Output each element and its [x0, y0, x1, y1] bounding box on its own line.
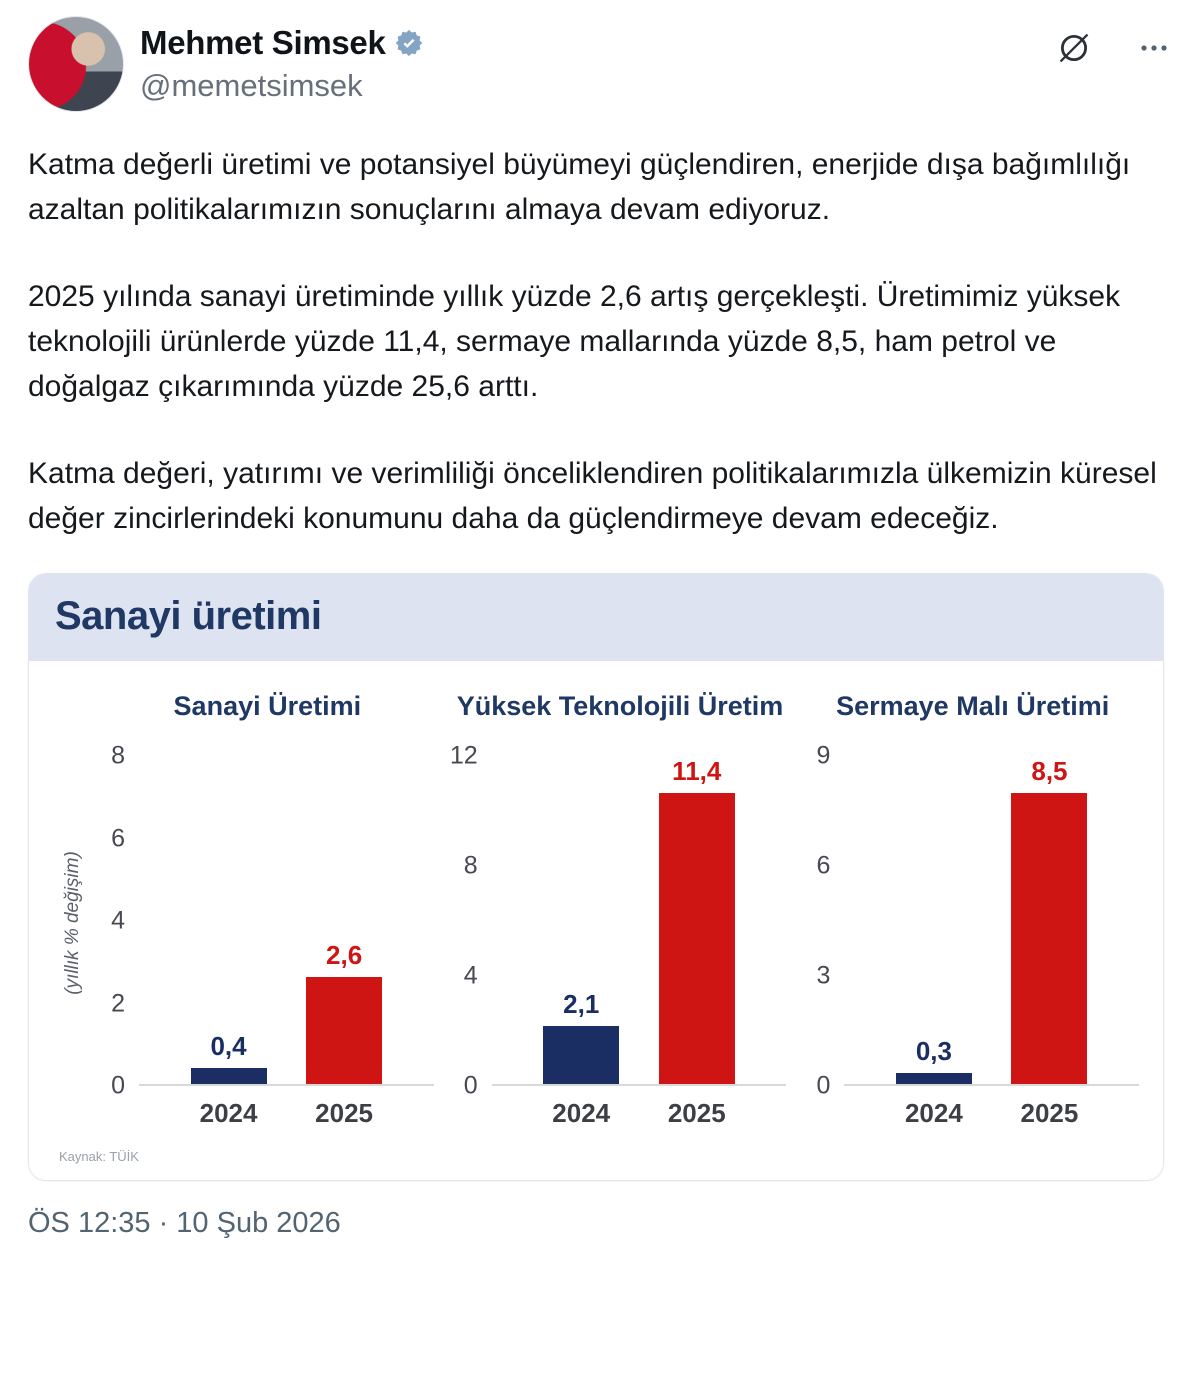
y-tick-label: 0: [816, 1071, 831, 1100]
x-category-label: 2024: [904, 1098, 963, 1128]
verified-badge-icon: [394, 28, 424, 58]
bar-group-2025: [306, 756, 382, 1128]
avatar[interactable]: [28, 16, 124, 112]
plot-area: [844, 756, 1139, 1128]
y-tick-label: 8: [463, 851, 478, 880]
x-category-label: 2025: [1020, 1098, 1079, 1128]
bar: [659, 793, 735, 1084]
y-tick-label: 9: [816, 741, 831, 770]
bar-group-2025: [659, 756, 735, 1128]
chart-title: Sanayi Üretimi: [173, 691, 362, 721]
chart-yuksek-teknolojili-uretim: [444, 691, 797, 1128]
chart-sanayi-uretimi: [91, 691, 444, 1128]
y-tick-label: 2: [111, 989, 125, 1017]
chart-title: Yüksek Teknolojili Üretim: [456, 691, 784, 721]
bar-group-2024: [191, 756, 267, 1128]
y-axis: [91, 741, 139, 1100]
chart-image-attachment[interactable]: [28, 573, 1164, 1181]
x-category-label: 2025: [667, 1098, 726, 1128]
timestamp: ÖS 12:35 · 10 Şub 2026: [28, 1207, 341, 1239]
bar-value-label: 0,3: [915, 1036, 952, 1066]
x-category-label: 2024: [552, 1098, 611, 1128]
bar-group-2024: [543, 756, 619, 1128]
chart-card-title: Sanayi üretimi: [55, 594, 322, 638]
y-tick-label: 4: [463, 961, 478, 990]
y-tick-label: 6: [816, 851, 831, 880]
user-handle[interactable]: @memetsimsek: [140, 68, 363, 103]
bar: [191, 1068, 267, 1085]
tweet-paragraph: Katma değerli üretimi ve potansiyel büyümeyi güçlendiren, enerjide dışa bağımlılığı azaltan politikalarımızın sonuçlarını almaya devam ediyoruz.: [28, 148, 1131, 226]
x-category-label: 2025: [315, 1098, 374, 1128]
bar-value-label: 11,4: [672, 756, 722, 786]
post-header: [28, 16, 1172, 112]
y-tick-label: 4: [111, 906, 125, 935]
y-tick-label: 0: [463, 1071, 478, 1100]
bar: [1011, 793, 1087, 1084]
bar: [306, 977, 382, 1084]
y-tick-label: 6: [111, 824, 125, 852]
y-tick-label: 3: [816, 961, 831, 990]
more-icon[interactable]: [1136, 30, 1172, 66]
bar-value-label: 2,6: [326, 939, 363, 970]
author-block[interactable]: [140, 16, 424, 104]
x-category-label: 2024: [199, 1098, 258, 1128]
bar-group-2024: [896, 756, 972, 1128]
plot-area: [492, 756, 787, 1128]
y-axis: [444, 741, 492, 1100]
charts-row: [43, 691, 1149, 1128]
header-actions: [1056, 16, 1172, 66]
chart-title: Sermaye Malı Üretimi: [836, 691, 1110, 721]
y-axis: [796, 741, 844, 1100]
chart-source: Kaynak: TÜİK: [59, 1149, 139, 1164]
y-tick-label: 12: [449, 741, 478, 770]
y-tick-label: 8: [111, 741, 125, 770]
display-name[interactable]: Mehmet Simsek: [140, 24, 386, 61]
y-axis-label: (yıllık % değişim): [62, 851, 83, 995]
y-tick-label: 0: [111, 1071, 125, 1100]
chart-card-body: [29, 661, 1163, 1180]
bar: [896, 1073, 972, 1084]
chart-card-header: [29, 574, 1163, 661]
tweet-paragraph: Katma değeri, yatırımı ve verimliliği önceliklendiren politikalarımızla ülkemizin küresel değer zincirlerindeki konumunu daha da güçlendirmeye devam edeceğiz.: [28, 457, 1157, 535]
bar: [543, 1026, 619, 1084]
chart-sermaye-mali-uretimi: [796, 691, 1149, 1128]
tweet-paragraph: 2025 yılında sanayi üretiminde yıllık yüzde 2,6 artış gerçekleşti. Üretimimiz yüksek teknolojili ürünlerde yüzde 11,4, sermaye mallarında yüzde 8,5, ham petrol ve doğalgaz çıkarımında yüzde 25,6 arttı.: [28, 280, 1121, 403]
bar-value-label: 2,1: [563, 989, 600, 1020]
bar-value-label: 8,5: [1031, 756, 1068, 786]
plot-area: [139, 756, 434, 1128]
grok-icon[interactable]: [1056, 30, 1092, 66]
bar-value-label: 0,4: [210, 1030, 247, 1061]
tweet-text: [28, 142, 1168, 541]
bar-group-2025: [1011, 756, 1087, 1128]
